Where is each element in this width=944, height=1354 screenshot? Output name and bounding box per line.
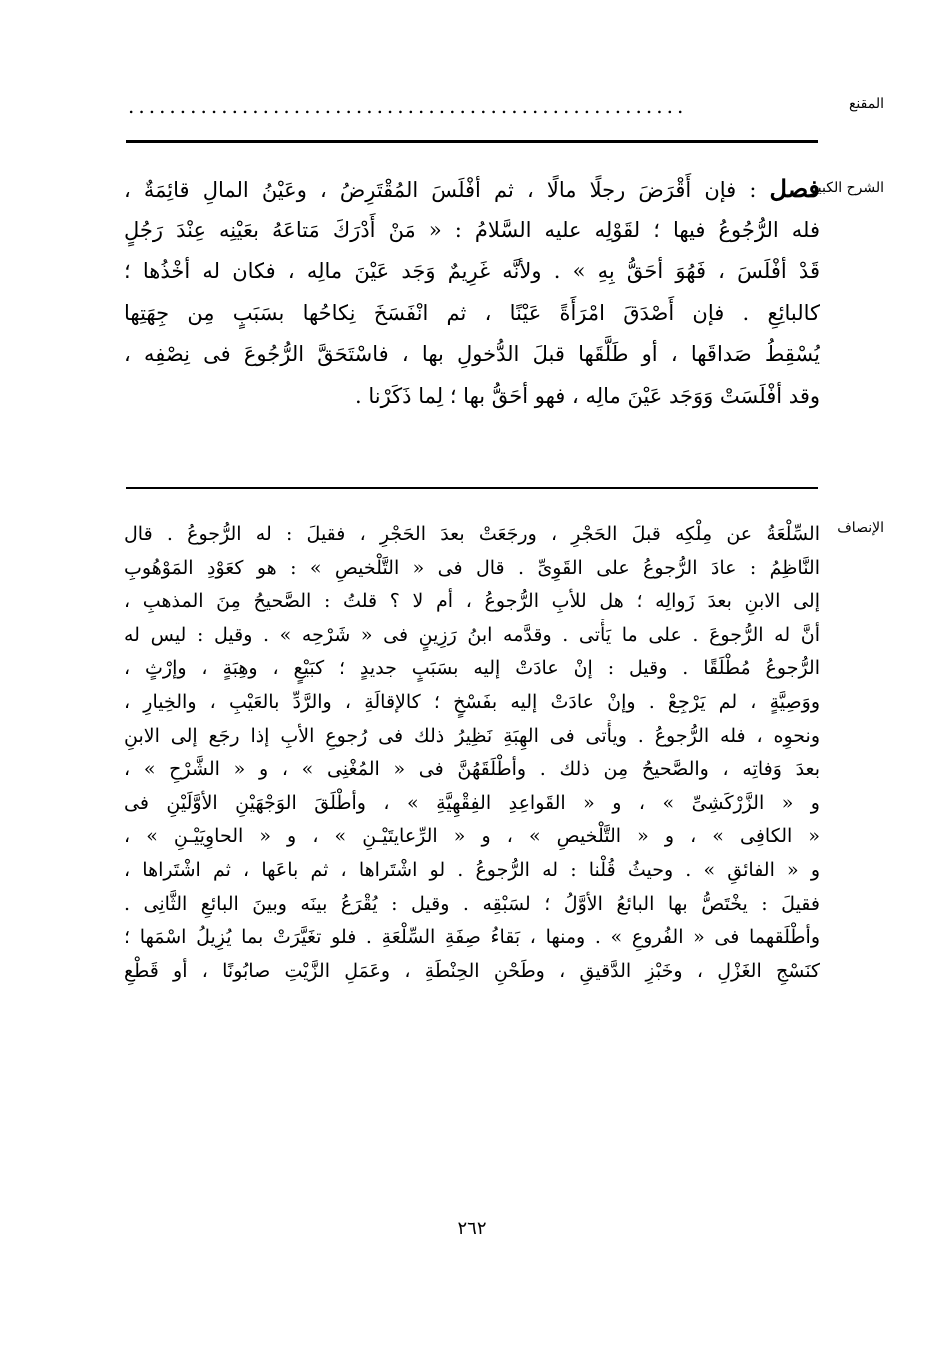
insaf-line: أنَّ له الرُّجوعَ . على ما يَأْتى . وقدَّمه ابنُ رَزِينٍ فى « شَرْحِه » . وقيل : ليس له	[124, 623, 820, 646]
sharh-text	[124, 168, 820, 417]
insaf-line: بعدَ وَفاتِه ، والصَّحيحُ مِن ذلك . وأطْلَقَهُنَّ فى « المُغْنِى » ، و « الشَّرْحِ » ،	[124, 758, 820, 781]
section-divider	[126, 487, 818, 489]
insaf-line: و « الزَّرْكَشِىِّ » ، و « القَواعِدِ الفِقْهِيَّةِ » ، وأطْلَقَ الوَجْهَيْنِ الأوَّلَيْنِ فى	[124, 791, 820, 814]
insaf-line: إلى الابنِ بعدَ زَوالِه ؛ هل للأبِ الرُّجوعُ ، أم لا ؟ قلتُ : الصَّحيحُ مِنَ المذهبِ ،	[124, 590, 820, 613]
sharh-line: يُسْقِطُ صَداقَها ، أو طَلَّقَها قبلَ الدُّخولِ بها ، فاسْتَحَقَّ الرُّجُوعَ فى نِصْفِه ،	[124, 342, 820, 366]
insaf-section-label: الإنصاف	[837, 520, 884, 536]
sharh-line: كالبائِعِ . فإن أَصْدَقَ امْرَأَةً عَيْنًا ، ثم انْفَسَخَ نِكاحُها بسَبَبٍ مِن جِهَتِها	[124, 300, 820, 325]
insaf-line: الرُّجوعُ مُطْلَقًا . وقيل : إنْ عادَتْ إليه بسَبَبٍ جديدٍ ؛ كبَيْعٍ ، وهِبَةٍ ، وإرْثٍ ،	[124, 657, 820, 680]
insaf-line: ووَصِيَّةٍ ، لم يَرْجِعْ . وإنْ عادَتْ إليه بفَسْخٍ ؛ كالإقالَةِ ، والرَّدِّ بالعَيْبِ ، والخِيارِ ،	[124, 690, 820, 713]
sharh-line: قَدْ أفْلَسَ ، فَهُوَ أحَقُّ بِهِ » . ولأنَّه غَرِيمٌ وَجَد عَيْنَ مالِه ، فكان له أخْذُها ؛	[124, 259, 820, 283]
insaf-line: كنَسْجِ الغَزْلِ ، وخَبْزِ الدَّقيقِ ، وطَحْنِ الحِنْطَةِ ، وعَمَلِ الزَّيْتِ صابُونًا ، أو قَطْعِ	[124, 959, 820, 982]
insaf-line: « الكافِى » ، و « التَّلْخيصِ » ، و « الرِّعايتَيْـنِ » ، و « الحاوِيَيْـنِ » ،	[124, 825, 820, 848]
sharh-first-line-text: : فإن أَقْرَضَ رجلًا مالًا ، ثم أفْلَسَ المُقْتَرِضُ ، وعَيْنُ المالِ قائِمَةٌ ،	[124, 178, 757, 202]
page-number: ٢٦٢	[457, 1218, 487, 1239]
insaf-line: وأطْلَقهما فى « الفُروعِ » . ومنها ، بَقاءُ صِفَةِ السِّلْعَةِ . فلو تغَيَّرَتْ بما يُزِيلُ اسْمَها ؛	[124, 926, 820, 949]
sharh-line: وقد أفْلَسَتْ وَوَجَد عَيْنَ مالِه ، فهو أحَقُّ بها ؛ لِما ذَكَرْنا .	[355, 383, 820, 408]
fasl-heading: فصل	[769, 174, 820, 203]
top-rule	[126, 140, 818, 143]
insaf-text	[124, 518, 820, 988]
insaf-line: ونحوِه ، فله الرُّجوعُ . ويأْتى فى الهِبَةِ نَظِيرُ ذلك فى رُجوعِ الأبِ إذا رجَع إلى الابنِ	[124, 724, 820, 747]
insaf-line: و « الفائقِ » . وحيثُ قُلْنا : له الرُّجوعُ . لو اشْتَراها ، ثم باعَها ، ثم اشْتَراها ،	[124, 858, 820, 881]
insaf-line: فقيلَ : يخْتَصُّ بها البائعُ الأوَّلُ ؛ لسَبْقِه . وقيل : يُقْرَعُ بينَه وبينَ البائعِ الثَّانِى .	[124, 892, 820, 915]
header-dotted-line: ......................................................	[128, 96, 688, 118]
book-title-label: المقنع	[848, 96, 884, 112]
sharh-section-label: الشرح الكبير	[810, 180, 884, 196]
sharh-line: فله الرُّجُوعُ فيها ؛ لقَوْلِه عليه السَّلامُ : « مَنْ أَدْرَكَ مَتاعَهُ بعَيْنِه عِنْدَ رَجُلٍ	[124, 217, 820, 242]
sharh-line	[124, 168, 820, 210]
insaf-line: النَّاظِمُ : عادَ الرُّجوعُ على القَوِىِّ . قال فى « التَّلْخيصِ » : هو كعَوْدِ المَوْهُوبِ	[124, 556, 820, 579]
insaf-line: السِّلْعَةُ عن مِلْكِه قبلَ الحَجْرِ ، ورجَعَتْ بعدَ الحَجْرِ ، فقيلَ : له الرُّجوعُ . قال	[124, 523, 820, 545]
